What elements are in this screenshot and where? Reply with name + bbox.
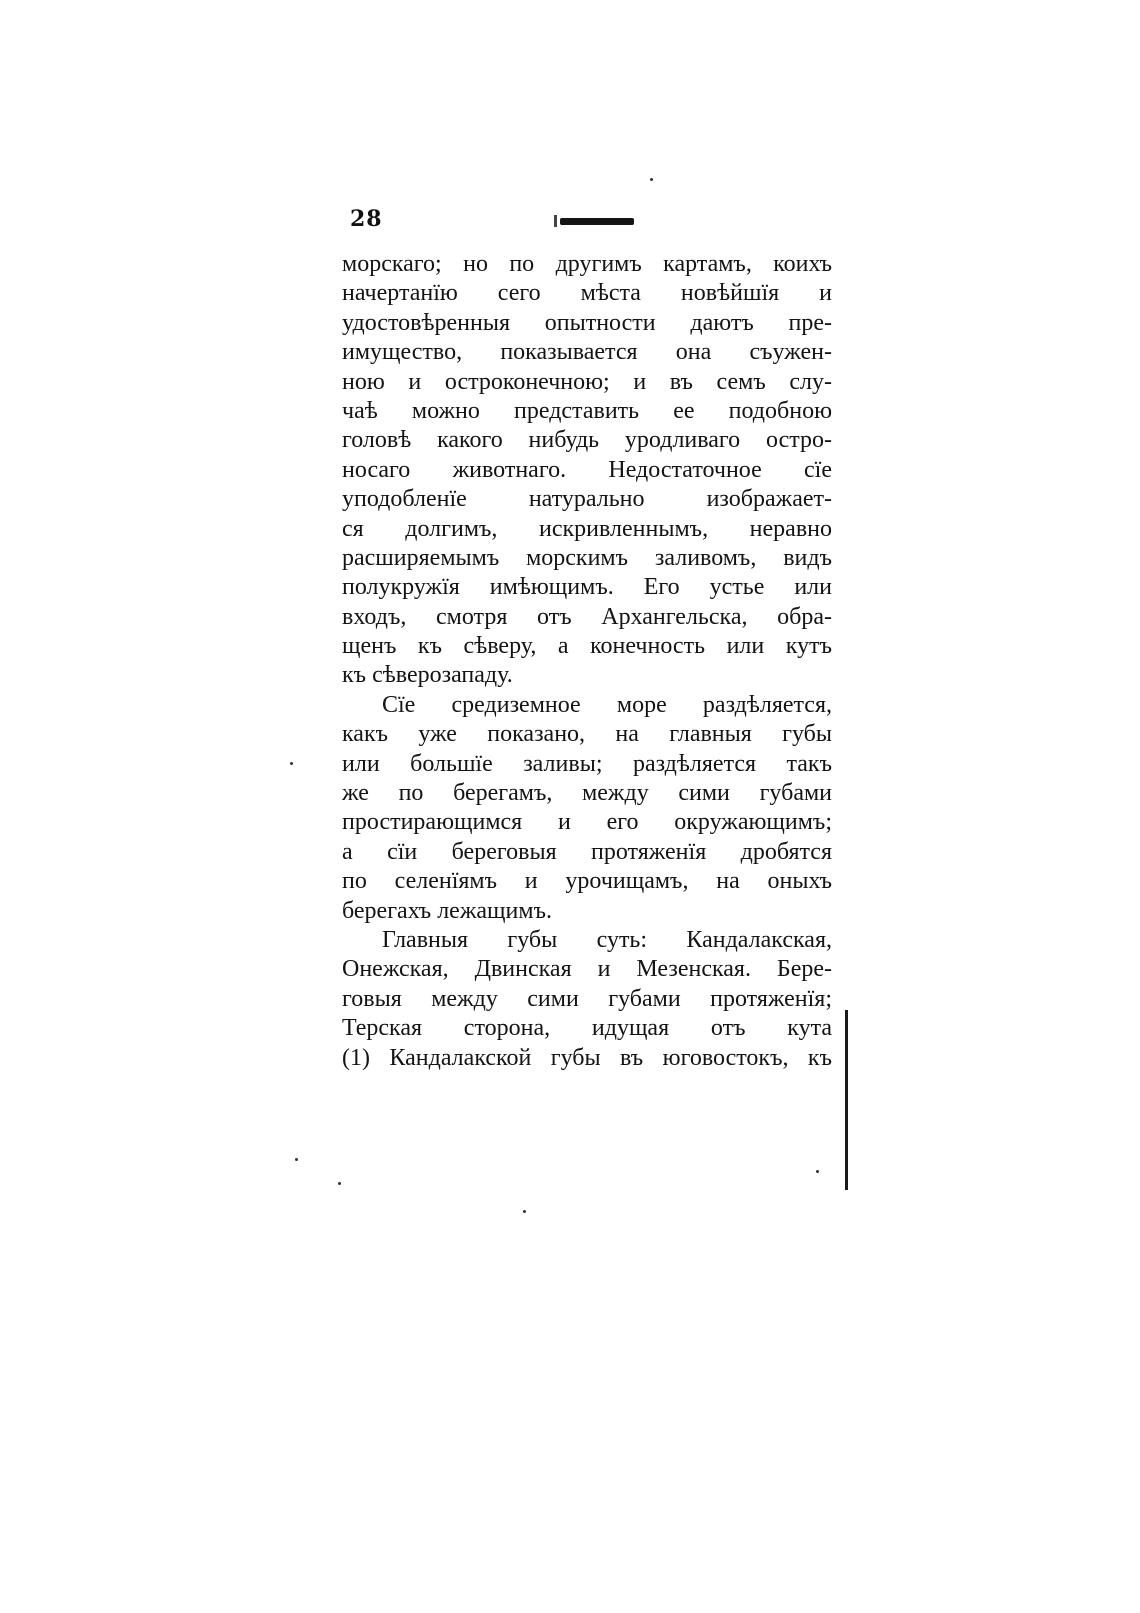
text-line-27: Терская сторона, идущая отъ кута: [342, 1015, 832, 1042]
scan-speck: [523, 1210, 526, 1213]
text-line-23: берегахъ лежащимъ.: [342, 897, 552, 924]
text-line-20: простирающимся и его окружающимъ;: [342, 809, 832, 836]
text-line-11: расширяемымъ морскимъ заливомъ, видъ: [342, 544, 832, 571]
text-line-21: а сїи береговыя протяженїя дробятся: [342, 838, 832, 865]
text-line-24: Главныя губы суть: Кандалакская,: [382, 926, 832, 953]
text-line-26: говыя между сими губами протяженїя;: [342, 985, 832, 1012]
text-line-4: имущество, показывается она съужен-: [342, 339, 832, 366]
page-edge-rule: [845, 1010, 848, 1190]
scan-speck: [338, 1182, 341, 1185]
text-line-6: чаѣ можно представить ее подобною: [342, 397, 832, 424]
text-line-16: Сїе средиземное море раздѣляется,: [382, 691, 832, 718]
text-line-3: удостовѣренныя опытности даютъ пре-: [342, 309, 832, 336]
scan-speck: [295, 1158, 298, 1161]
header-ornament-rule: [560, 218, 634, 225]
text-line-1: морскаго; но по другимъ картамъ, коихъ: [342, 251, 832, 277]
text-line-14: щенъ къ сѣверу, а конечность или кутъ: [342, 633, 832, 660]
text-line-2: начертанїю сего мѣста новѣйшїя и: [342, 280, 832, 307]
text-line-8: носаго животнаго. Недостаточное сїе: [342, 456, 832, 483]
text-line-5: ною и остроконечною; и въ семъ слу-: [342, 368, 832, 395]
scan-speck: [650, 178, 653, 181]
text-line-13: входъ, смотря отъ Архангельска, обра-: [342, 603, 832, 630]
text-line-7: головѣ какого нибудь уродливаго остро-: [342, 427, 832, 454]
text-line-17: какъ уже показано, на главныя губы: [342, 721, 832, 748]
text-line-22: по селенїямъ и урочищамъ, на оныхъ: [342, 868, 832, 895]
text-line-18: или большїе заливы; раздѣляется такъ: [342, 750, 832, 777]
scan-speck: [816, 1170, 819, 1173]
scan-speck: [290, 762, 293, 765]
text-line-9: уподобленїе натурально изображает-: [342, 486, 832, 513]
text-line-15: къ сѣверозападу.: [342, 662, 513, 689]
text-line-10: ся долгимъ, искривленнымъ, неравно: [342, 515, 832, 542]
body-text: [342, 250, 832, 1073]
text-line-28: (1) Кандалакской губы въ юговостокъ, къ: [342, 1044, 832, 1071]
page-header: [350, 206, 640, 236]
text-line-12: полукружїя имѣющимъ. Его устье или: [342, 574, 832, 601]
text-line-25: Онежская, Двинская и Мезенская. Бере-: [342, 956, 832, 983]
text-line-19: же по берегамъ, между сими губами: [342, 780, 832, 807]
page-number: 28: [350, 206, 383, 232]
